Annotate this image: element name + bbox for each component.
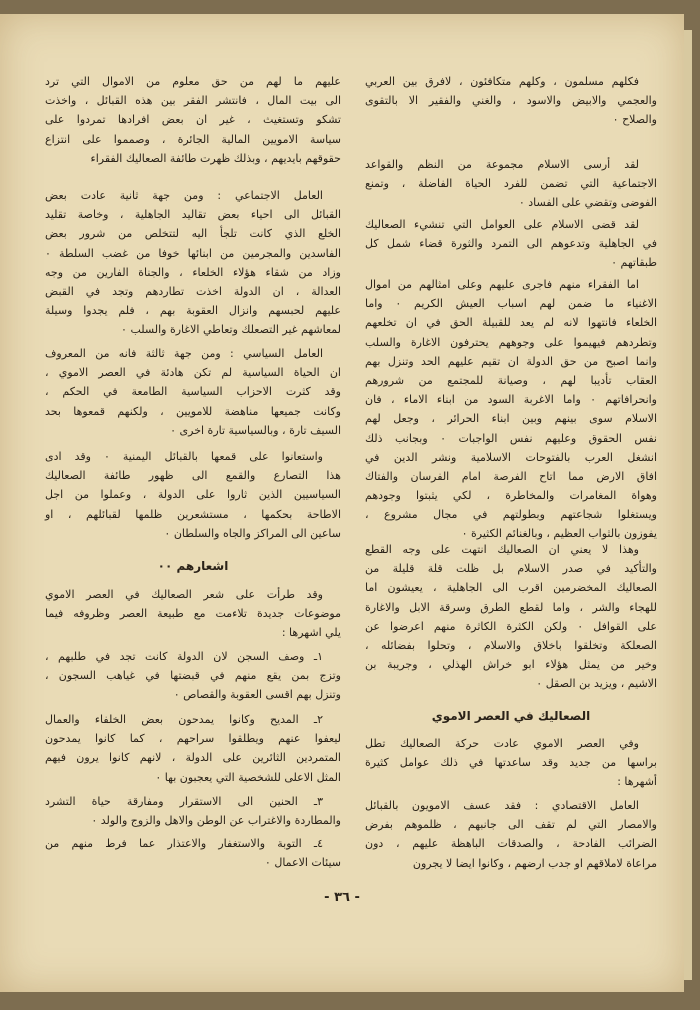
page-edge [684,30,692,980]
text-line: انشغل العرب بالفتوحات الاسلامية ونشر الدين في [365,450,657,464]
text-line: الاسلام سوى بينهم وبين ابناء الحرائر ، وجعل لهم [365,412,657,426]
text-line: لقد أرسى الاسلام مجموعة من النظم والقواعد [365,158,639,171]
text-line: وكانت جميعها مناهضة للامويين ، ولكنهم قمعوها بحد [45,404,341,418]
text-line: وهواة المغامرات والمخاطرة ، لكي يثبتوا وجودهم [365,489,657,503]
paragraph [45,647,341,705]
paragraph [45,792,341,830]
paragraph [365,215,657,273]
text-line: والعجمي والابيض والاسود ، والغني والفقير الا بالتقوى [365,94,657,108]
text-line: سيئات الاعمال ٠ [264,856,341,870]
paragraph [365,540,657,694]
text-line: وفي العصر الاموي عادت حركة الصعاليك تطل [365,737,639,750]
text-line: وقد كثرت الاحزاب السياسية الطامعة في الحكم ، [45,385,341,399]
paragraph [45,834,341,872]
text-line: الصعلكة وتخلقوا باخلاق والاسلام ، وتحلوا بفضائله ، [365,638,657,652]
text-line: مراعاة لاملاقهم او جدب ارضهم ، وكانوا ايضا لا يجرون [412,856,657,870]
text-line: الخلعاء فانتهوا لانه لم يعد للقبيلة الحق في ان تخلعهم [365,316,657,330]
paragraph [45,72,341,168]
text-line: والامصار التي لم تقف الى جانبهم ، ظلموهم بفرض [365,818,657,832]
text-line: سياسة الامويين المالية الجائرة ، وصمموا على انتزاع [45,132,341,146]
text-line: العقاب تأديبا لهم ، وصيانة للمجتمع من شرورهم [365,373,657,387]
text-line: طبقاتهم ٠ [611,256,657,270]
text-line: اما الفقراء منهم فاجرى عليهم وعلى امثالهم من اموال [365,278,639,291]
text-line: وتنزل بهم اقسى العقوبة والقصاص ٠ [173,688,341,702]
text-line: لمعاشهم غير التصعلك وتعاطي الاغارة والسلب ٠ [121,323,341,337]
text-line: ويستغلوا شجاعتهم وبطولتهم في مجال مشروع ، [365,508,657,522]
text-line: الاغنياء ما ضمن لهم اسباب العيش الكريم ٠ واما [365,297,658,311]
text-line: الصعاليك المخضرمين اقرب الى الجاهلية ، يعيشون اما [365,581,657,595]
section-heading: اشعارهم ٠٠ [157,559,229,573]
text-line: القبائل الى احياء بعض تقاليد الجاهلية ، وخاصة تقليد [45,208,341,222]
document-page [0,14,684,992]
text-line: واستعانوا على قمعها بالقبائل اليمنية ٠ وقد ادى [45,450,323,463]
text-line: والمطاردة والاغتراب عن الوطن والاهل والزوج والولد ٠ [91,814,341,828]
text-line: فكلهم مسلمون ، وكلهم متكافئون ، لافرق بين العربي [365,75,639,88]
paragraph [45,186,341,340]
paragraph [45,585,341,643]
text-line: نفس الحقوق وعليهم نفس الواجبات ٠ وبجانب ذلك [365,431,657,445]
text-line: المتمردين الثائرين على الدولة ، لانهم كانوا يرون فيهم [45,751,341,765]
text-line: ١ـ وصف السجن لان الدولة كانت تجد في طلبهم ، [45,650,323,663]
paragraph [365,72,657,130]
text-line: الاشيم ، ويزيد بن الصقل ٠ [536,677,657,691]
text-line: براسها من جديد وقد ساعدتها في ذلك عوامل كثيرة [365,756,657,770]
paragraph [45,447,341,543]
text-line: أشهرها : [617,775,657,789]
text-line: ان الحياة السياسية لم تكن هادئة في العصر الاموي ، [45,366,341,380]
text-line: يفوزون بالثواب العظيم ، وبالغنائم الكثيرة ٠ [461,527,657,541]
text-line: وتطردهم فيهيموا على وجوههم يحترفون الاغارة والسلب [365,335,657,349]
text-line: ٤ـ التوبة والاستغفار والاعتذار عما فرط منهم من [45,837,323,850]
text-line: العامل السياسي : ومن جهة ثالثة فانه من المعروف [45,347,323,360]
text-line: ليعفوا عنهم ويطلقوا سراحهم ، كما كانوا يمدحون [45,732,341,746]
text-line: ٣ـ الحنين الى الاستقرار ومفارقة حياة التشرد [45,795,323,808]
text-line: موضوعات جديدة تلاءمت مع طبيعة العصر وظروفه فيما [45,607,341,621]
text-line: لقد قضى الاسلام على العوامل التي تنشيء الصعاليك [365,218,639,231]
text-line: الاطاحة بحكمها ، مستشعرين ظلمها لقبائلهم ، او [45,507,341,521]
text-line: وزاد من شقاء هؤلاء الخلعاء ، والجناة الفارين من وجه [45,265,341,279]
text-line: عليهم ما لهم من حق معلوم من الاموال التي ترد [45,75,341,88]
text-line: وانما اصبح من حق الدولة ان تقيم عليهم الحد وتنزل بهم [365,354,657,368]
text-line: العامل الاجتماعي : ومن جهة ثانية عادت بعض [45,189,323,202]
text-line: الخلع الذي كانت تلجأ اليه لتتخلص من شرور بعض [45,227,341,241]
text-line: والتأكيد في صدر الاسلام بل ظلت قلة قليلة من [365,562,657,576]
text-line: افاق الارض مما اتاح الفرصة امام الفرسان والفتاك [365,469,657,483]
text-line: السيف تارة ، وبالسياسية تارة اخرى ٠ [170,423,341,437]
text-line: العامل الاقتصادي : فقد عسف الامويون بالقبائل [365,799,639,812]
text-line: ساعين الى المراكز والجاه والسلطان ٠ [164,526,341,540]
text-line: الاجتماعية التي تضمن للفرد الحياة الفاضلة ، وتمنع [365,177,657,191]
text-line: وانحرافاتهم ٠ واما الاغربة السود من ابناء الاماء ، فان [365,393,657,407]
section-heading: الصعاليك في العصر الاموي [431,709,591,723]
text-line: عليهم لحبسهم وانزال العقوبة بهم ، فلم يجدوا وسيلة [45,304,341,318]
text-line: هذا التصارع والقمع الى ظهور طائفة الصعاليك [45,469,341,483]
paragraph [365,796,657,873]
text-line: على القوافل ٠ ولكن الكثرة الكاثرة منهم اعرضوا عن [365,619,657,633]
text-line: وخير من يمثل هؤلاء ابو خراش الهذلي ، وجريبة بن [365,658,657,672]
paragraph [365,275,657,544]
text-line: وهذا لا يعني ان الصعاليك انتهت على وجه القطع [365,543,639,556]
text-line: والصلاح ٠ [612,113,657,127]
text-line: الى بيت المال ، فانتشر الفقر بين هذه القبائل ، واخذت [45,94,341,108]
paragraph [45,344,341,440]
paragraph [45,710,341,787]
text-line: العدالة ، ان الدولة اخذت تطاردهم وتجد في القبض [45,284,341,298]
text-line: تشكو وتستغيث ، غير ان بعض افرادها تمردوا على [45,113,341,127]
text-line: السياسيين الذين ثاروا على الدولة ، وعملوا من اجل [45,488,341,502]
text-line: الضرائب الفادحة ، والصدقات الباهظة عليهم ، دون [365,837,657,851]
text-line: الفاسدين والمجرمين من ابنائها خوفا من غضب السلطة ٠ [45,246,341,260]
text-line: المثل الاعلى للشخصية التي يعجبون بها ٠ [155,770,341,784]
text-line: وتزج بمن يقع منهم في قبضتها في غياهب السجون ، [45,669,341,683]
paragraph [365,155,657,213]
text-line: الفوضى وتقضي على الفساد ٠ [518,196,657,210]
text-line: يلي اشهرها : [281,626,341,640]
paragraph [365,734,657,792]
text-line: حقوقهم بايديهم ، وبذلك ظهرت طائفة الصعاليك الفقراء [90,151,341,165]
text-line: للهجاء والشر ، واما لقطع الطرق وسرقة الابل والاغارة [365,600,657,614]
text-line: ٢ـ المديح وكانوا يمدحون بعض الخلفاء والعمال [45,713,323,726]
text-line: وقد طرأت على شعر الصعاليك في العصر الاموي [45,588,323,601]
page-number: - ٣٦ - [324,890,360,905]
text-line: في الجاهلية وتدعوهم الى التمرد والثورة قضاء شمل كل [365,237,657,251]
